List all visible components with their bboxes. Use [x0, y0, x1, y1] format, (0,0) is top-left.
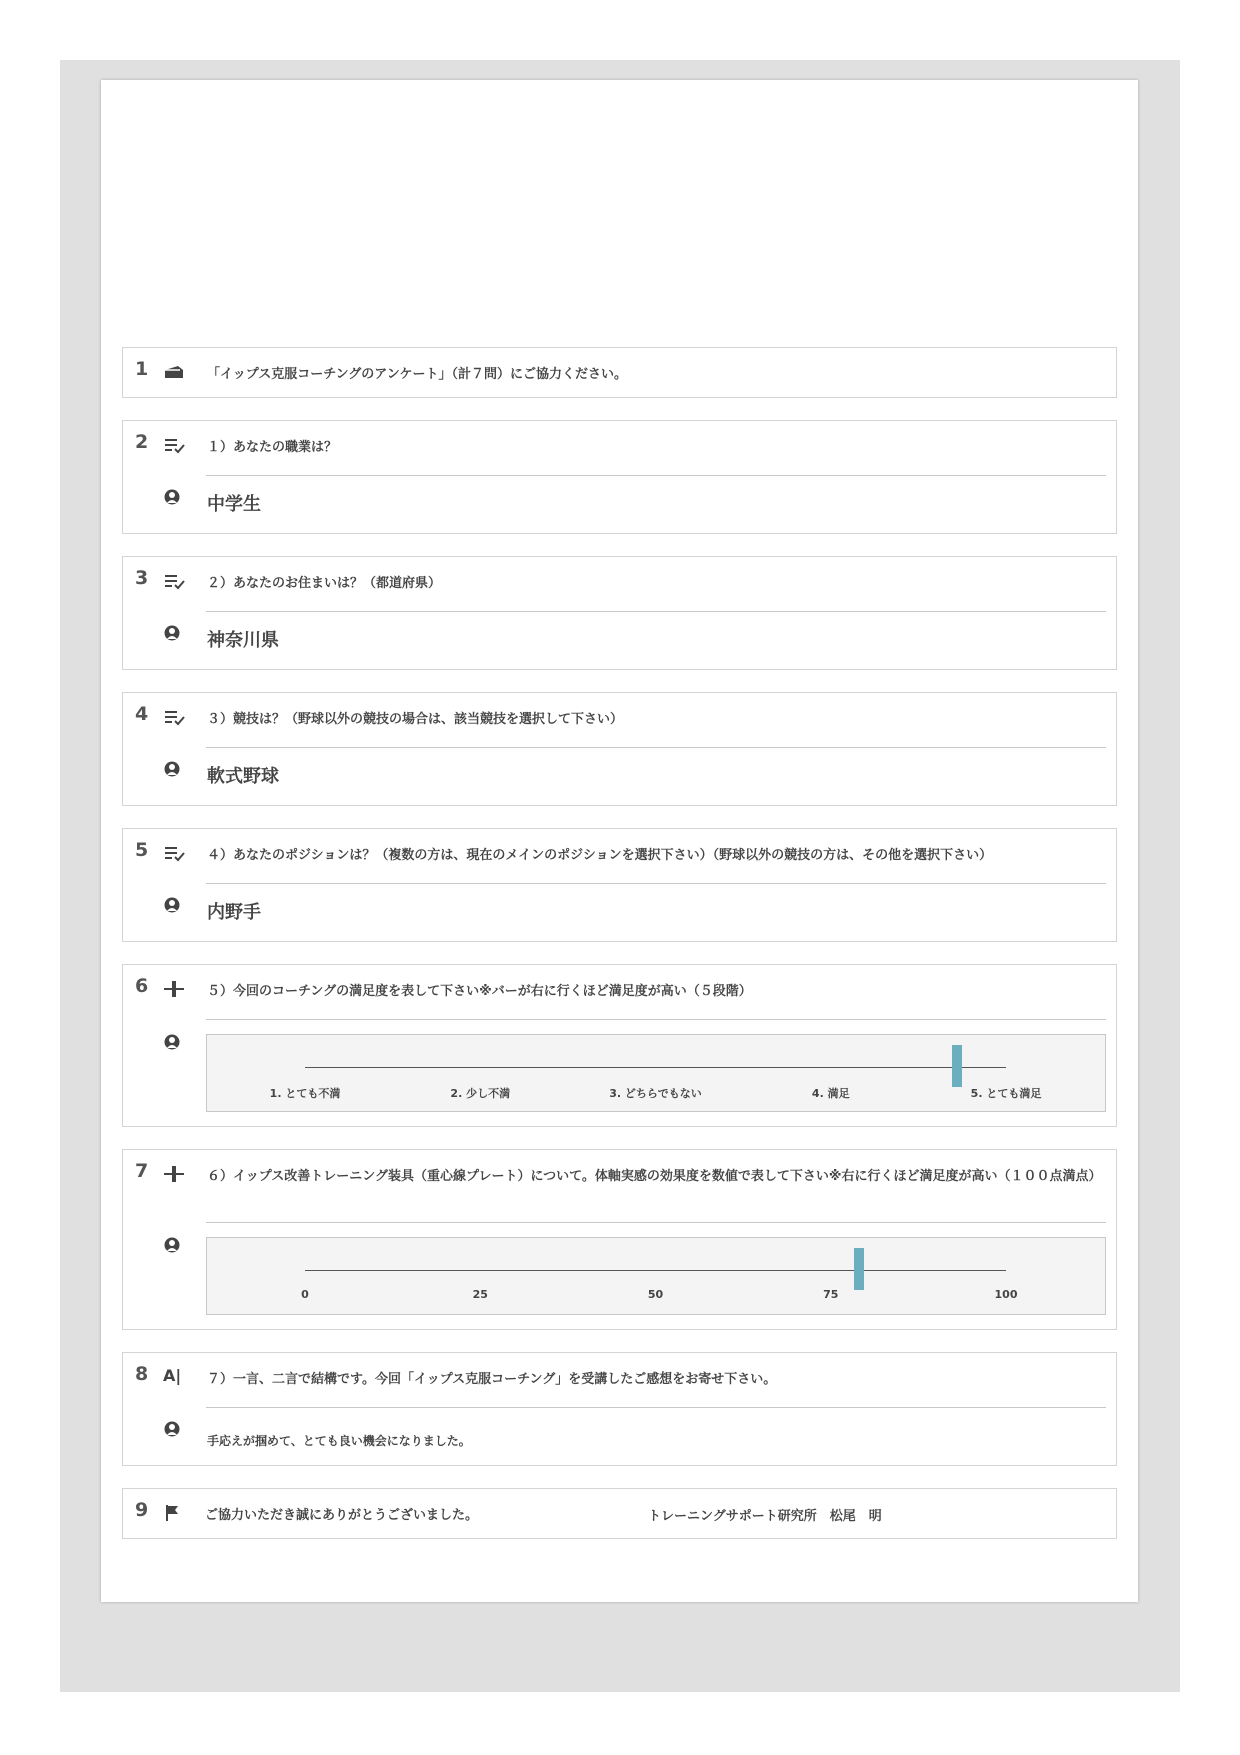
slider-icon — [163, 1164, 185, 1184]
slider-track — [305, 1067, 1006, 1068]
checklist-icon — [163, 435, 185, 455]
question-text: ６）イップス改善トレーニング装具（重心線プレート）について。体軸実感の効果度を数値で表して下さい※右に行くほど満足度が高い（１００点満点） — [207, 1169, 1102, 1184]
slider-tick: 1. とても不満 — [269, 1087, 341, 1100]
slider-tick: 3. どちらでもない — [609, 1087, 702, 1100]
slider-thumb[interactable] — [952, 1045, 962, 1087]
divider — [206, 1222, 1106, 1223]
slider-tick: 4. 満足 — [811, 1087, 850, 1100]
question-text: １）あなたの職業は？ — [207, 440, 338, 455]
question-number: 3 — [135, 567, 149, 589]
answer-text: 神奈川県 — [207, 630, 279, 651]
question-number: 9 — [135, 1499, 149, 1521]
slider-tick: 75 — [823, 1288, 839, 1301]
answer-text: 手応えが掴めて、とても良い機会になりました。 — [207, 1434, 471, 1448]
question-card-3 — [122, 556, 1117, 670]
checklist-icon — [163, 843, 185, 863]
question-card-1 — [122, 347, 1117, 398]
slider-tick: 50 — [647, 1288, 664, 1301]
slider-tick: 0 — [301, 1288, 309, 1301]
user-icon — [164, 489, 180, 507]
slider-tick: 100 — [994, 1288, 1018, 1301]
question-card-7 — [122, 1149, 1117, 1330]
question-text: 「イップス克服コーチングのアンケート」（計７問）にご協力ください。 — [207, 367, 628, 382]
organization-signature: トレーニングサポート研究所 松尾 明 — [648, 1509, 882, 1524]
question-card-6 — [122, 964, 1117, 1127]
divider — [206, 883, 1106, 884]
checklist-icon — [163, 571, 185, 591]
question-number: 7 — [135, 1160, 149, 1182]
user-icon — [164, 1034, 180, 1052]
question-number: 2 — [135, 431, 149, 453]
question-number: 5 — [135, 839, 149, 861]
question-number: 4 — [135, 703, 149, 725]
divider — [206, 475, 1106, 476]
user-icon — [164, 1237, 180, 1255]
divider — [206, 747, 1106, 748]
divider — [206, 611, 1106, 612]
slider-tick: 2. 少し不満 — [450, 1087, 511, 1100]
user-icon — [164, 1421, 180, 1439]
user-icon — [164, 761, 180, 779]
question-text: ２）あなたのお住まいは？（都道府県） — [207, 576, 442, 591]
card-icon — [163, 362, 185, 382]
question-text: ７）一言、二言で結構です。今回「イップス克服コーチング」を受講したご感想をお寄せ下さい。 — [207, 1372, 777, 1387]
slider-track — [305, 1270, 1006, 1271]
slider-thumb[interactable] — [854, 1248, 864, 1290]
effect-slider[interactable] — [206, 1237, 1106, 1315]
user-icon — [164, 897, 180, 915]
answer-text: 中学生 — [207, 494, 261, 515]
satisfaction-slider[interactable] — [206, 1034, 1106, 1112]
question-text: ５）今回のコーチングの満足度を表して下さい※バーが右に行くほど満足度が高い（５段階） — [207, 984, 752, 999]
checklist-icon — [163, 707, 185, 727]
question-card-5 — [122, 828, 1117, 942]
slider-icon — [163, 979, 185, 999]
question-card-2 — [122, 420, 1117, 534]
question-card-9 — [122, 1488, 1117, 1539]
answer-text: 軟式野球 — [207, 766, 279, 787]
question-number: 6 — [135, 975, 149, 997]
divider — [206, 1407, 1106, 1408]
question-text: ３）競技は？（野球以外の競技の場合は、該当競技を選択して下さい） — [207, 712, 624, 727]
slider-tick: 25 — [472, 1288, 488, 1301]
answer-text: 内野手 — [207, 902, 261, 923]
question-card-4 — [122, 692, 1117, 806]
question-number: 8 — [135, 1363, 149, 1385]
closing-text: ご協力いただき誠にありがとうございました。 — [205, 1508, 479, 1523]
flag-icon — [163, 1503, 185, 1523]
slider-tick: 5. とても満足 — [970, 1087, 1042, 1100]
divider — [206, 1019, 1106, 1020]
question-text: ４）あなたのポジションは？（複数の方は、現在のメインのポジションを選択下さい）（野球以外の競技の方は、その他を選択下さい） — [207, 848, 993, 863]
text-icon: A| — [163, 1366, 182, 1385]
question-number: 1 — [135, 358, 149, 380]
user-icon — [164, 625, 180, 643]
question-card-8 — [122, 1352, 1117, 1466]
